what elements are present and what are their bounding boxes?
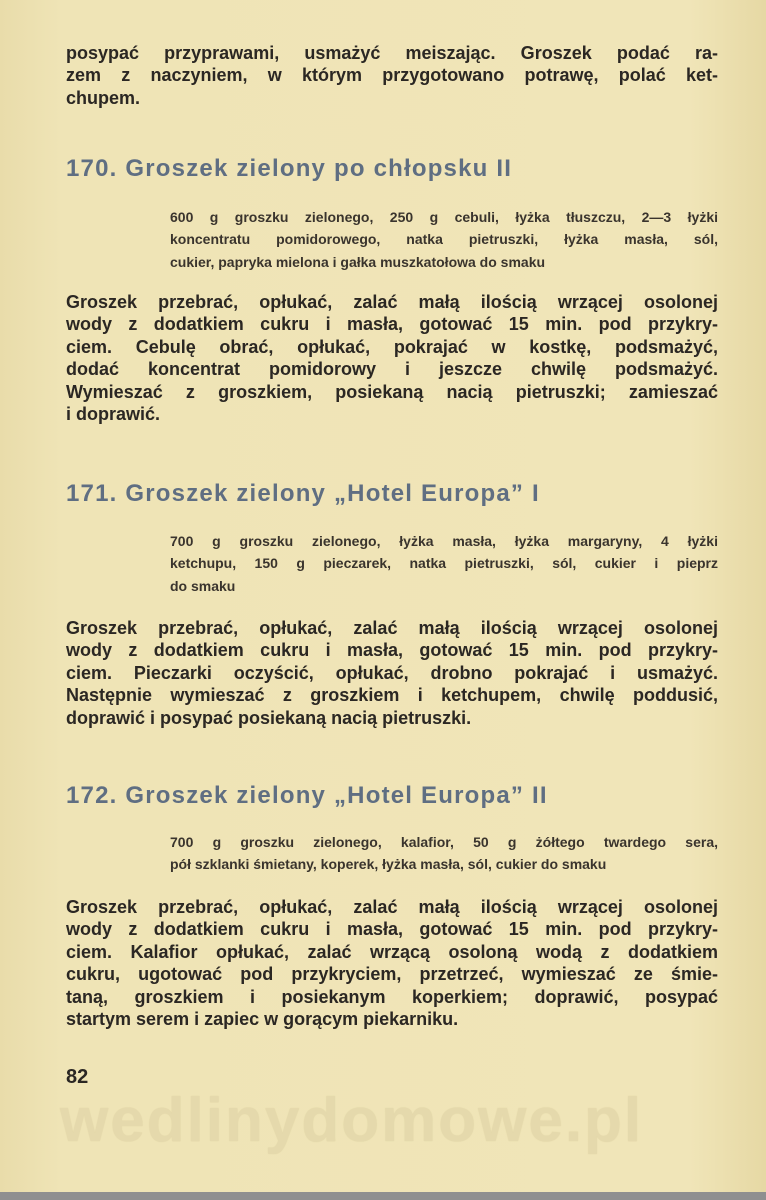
text-line: Groszek przebrać, opłukać, zalać małą ilością wrzącej osolonej [66,618,718,638]
recipe-170-ingredients [170,206,718,273]
text-line: 600 g groszku zielonego, 250 g cebuli, łyżka tłuszczu, 2—3 łyżki [170,209,718,225]
page-number: 82 [66,1066,89,1088]
text-line: 700 g groszku zielonego, łyżka masła, łyżka margaryny, 4 łyżki [170,533,718,549]
text-line: cukru, ugotować pod przykryciem, przetrzeć, wymieszać ze śmie- [66,964,718,985]
text-line: ketchupu, 150 g pieczarek, natka pietruszki, sól, cukier i pieprz [170,555,718,572]
text-line: taną, groszkiem i posiekanym koperkiem; doprawić, posypać [66,986,718,1007]
text-line: cukier, papryka mielona i gałka muszkatołowa do smaku [170,253,546,270]
scan-edge [0,1192,766,1200]
recipe-172-ingredients [170,831,718,876]
recipe-172-method [66,896,718,1030]
text-line: i doprawić. [66,404,161,425]
text-line: pół szklanki śmietany, koperek, łyżka masła, sól, cukier do smaku [170,856,607,873]
text-line: zem z naczyniem, w którym przygotowano potrawę, polać ket- [66,65,718,86]
text-line: Groszek przebrać, opłukać, zalać małą ilością wrzącej osolonej [66,897,718,917]
text-line: ciem. Cebulę obrać, opłukać, pokrajać w kostkę, podsmażyć, [66,336,718,357]
text-line: chupem. [66,87,141,108]
text-line: Następnie wymieszać z groszkiem i ketchupem, chwilę poddusić, [66,685,718,706]
text-line: koncentratu pomidorowego, natka pietruszki, łyżka masła, sól, [170,231,718,248]
recipe-171-title: 171. Groszek zielony „Hotel Europa” I [66,480,540,507]
recipe-171-method [66,617,718,729]
text-line: Wymieszać z groszkiem, posiekaną nacią pietruszki; zamieszać [66,381,718,402]
text-line: wody z dodatkiem cukru i masła, gotować 15 min. pod przykry- [66,640,718,661]
text-line: do smaku [170,577,236,594]
text-line: Groszek przebrać, opłukać, zalać małą ilością wrzącej osolonej [66,292,718,312]
text-line: dodać koncentrat pomidorowy i jeszcze chwilę podsmażyć. [66,359,718,380]
text-line: wody z dodatkiem cukru i masła, gotować 15 min. pod przykry- [66,919,718,940]
text-line: ciem. Kalafior opłukać, zalać wrzącą osoloną wodą z dodatkiem [66,941,718,962]
text-line: ciem. Pieczarki oczyścić, opłukać, drobno pokrajać i usmażyć. [66,662,718,683]
text-line: startym serem i zapiec w gorącym piekarniku. [66,1009,459,1030]
text-line: wody z dodatkiem cukru i masła, gotować 15 min. pod przykry- [66,314,718,335]
recipe-170-title: 170. Groszek zielony po chłopsku II [66,155,513,182]
text-line: posypać przyprawami, usmażyć meiszając. Groszek podać ra- [66,43,718,63]
watermark: wedlinydomowe.pl [60,1086,644,1155]
recipe-170-method [66,291,718,425]
intro-paragraph [66,42,718,109]
text-line: doprawić i posypać posiekaną nacią pietruszki. [66,707,472,728]
text-line: 700 g groszku zielonego, kalafior, 50 g żółtego twardego sera, [170,834,718,850]
recipe-172-title: 172. Groszek zielony „Hotel Europa” II [66,782,548,809]
recipe-171-ingredients [170,530,718,597]
